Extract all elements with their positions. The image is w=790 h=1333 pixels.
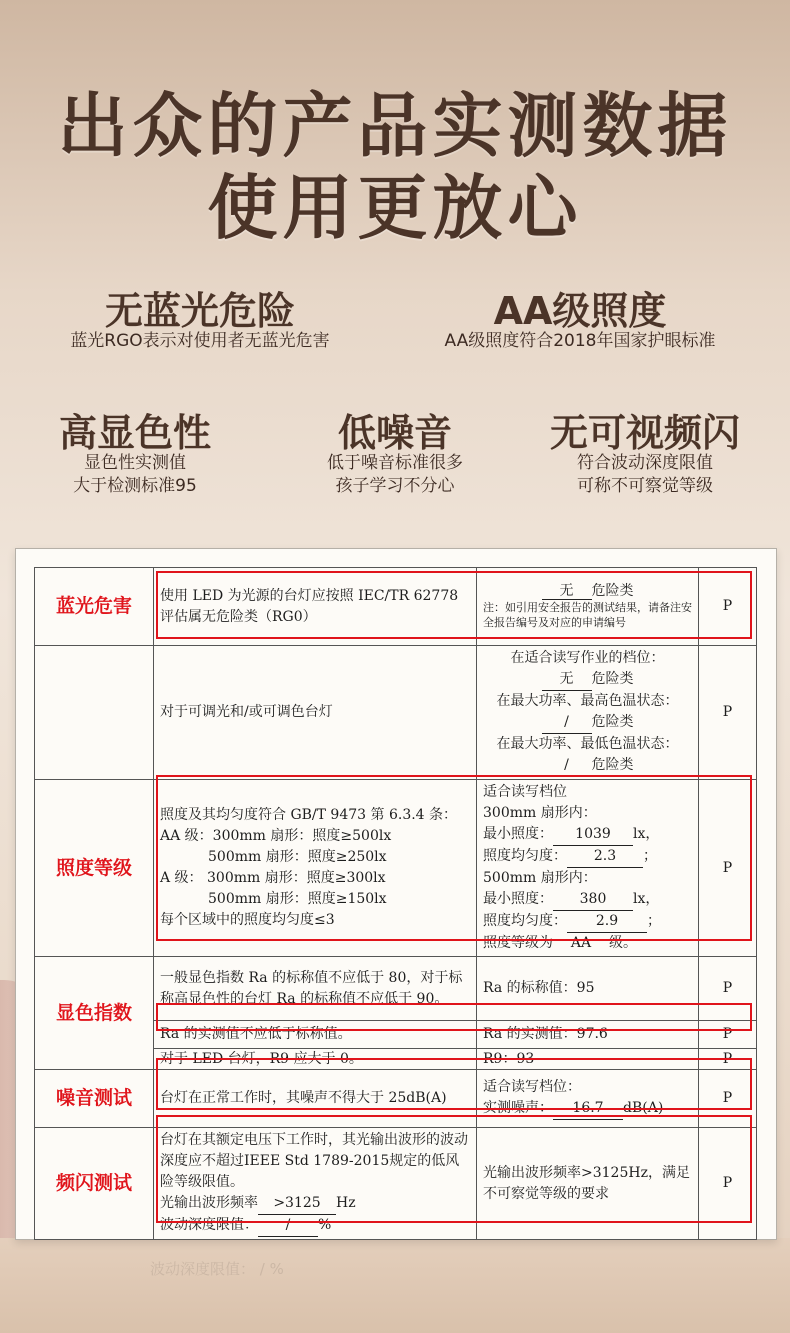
blue-light-class-value: 无 <box>542 584 592 600</box>
flicker-depth-value: / <box>258 1215 318 1237</box>
illum-label-6: 最小照度： <box>483 891 553 907</box>
blue-light-note: 注：如引用安全报告的测试结果，请备注安全报告编号及对应的申请编号 <box>483 600 692 629</box>
headline-line-1: 出众的产品实测数据 <box>57 85 733 167</box>
table-row <box>35 568 757 646</box>
feature-4-desc-line-1: 低于噪音标准很多 <box>327 453 463 473</box>
illum-req-line-2: AA 级：300mm 扇形：照度≥500lx <box>160 828 392 844</box>
table-row <box>35 780 757 957</box>
label-blue-light: 蓝光危害 <box>35 568 154 646</box>
blue-light-class-suffix: 危险类 <box>591 582 634 599</box>
flicker-requirement <box>154 1128 477 1240</box>
label-illuminance: 照度等级 <box>35 780 154 957</box>
illum-label-4: 照度均匀度： <box>483 848 567 864</box>
dimmable-line-2: 在最大功率、最高色温状态： <box>496 693 679 709</box>
feature-4-title: 低噪音 <box>337 411 452 455</box>
cri-measured-value: Ra 的实测值：97.6 <box>477 1021 699 1049</box>
dimmable-suffix-3: 危险类 <box>591 757 634 773</box>
label-cri: 显色指数 <box>35 957 154 1070</box>
noise-unit: dB(A) <box>623 1100 664 1116</box>
feature-5-desc <box>530 452 760 498</box>
result-cell: P <box>699 568 757 646</box>
dimmable-value-1: 无 <box>542 669 592 691</box>
dimmable-value-3: / <box>542 755 592 777</box>
illuminance-measurement <box>477 780 699 957</box>
feature-1-title: 无蓝光危险 <box>104 289 295 333</box>
flicker-req-text: 台灯在其额定电压下工作时，其光输出波形的波动深度应不超过IEEE Std 1789-2015规定的低风险等级限值。 <box>160 1132 468 1190</box>
feature-3-desc-line-1: 显色性实测值 <box>84 453 186 473</box>
noise-line-1: 适合读写档位： <box>483 1079 581 1095</box>
table-row <box>35 957 757 1021</box>
feature-1-desc: 蓝光RGO表示对使用者无蓝光危害 <box>70 331 330 351</box>
feature-2-title: AA级照度 <box>493 289 667 333</box>
feature-4-desc-line-2: 孩子学习不分心 <box>335 476 455 496</box>
result-cell: P <box>699 646 757 780</box>
headline-line-2: 使用更放心 <box>207 167 583 249</box>
illum-req-line-1: 照度及其均匀度符合 GB/T 9473 第 6.3.4 条： <box>160 807 458 823</box>
result-cell: P <box>699 780 757 957</box>
dimmable-suffix-1: 危险类 <box>591 671 634 687</box>
illum-uniform-500-value: 2.9 <box>567 911 647 933</box>
dimmable-line-3: 在最大功率、最低色温状态： <box>496 736 679 752</box>
background-surface <box>0 1238 790 1333</box>
illum-unit-3: lx， <box>633 826 660 842</box>
illum-unit-4: ； <box>643 848 657 864</box>
dimmable-requirement: 对于可调光和/或可调色台灯 <box>154 646 477 780</box>
feature-5-title: 无可视频闪 <box>549 411 740 455</box>
illum-req-line-6: 每个区域中的照度均匀度≤3 <box>160 912 335 928</box>
illum-label-3: 最小照度： <box>483 826 553 842</box>
reflection-text: 波动深度限值： / % <box>150 1260 284 1278</box>
illum-unit-8: 级。 <box>609 935 637 951</box>
r9-value: R9：93 <box>477 1049 699 1070</box>
feature-3-desc <box>20 452 250 498</box>
flicker-depth-unit: % <box>318 1217 332 1233</box>
flicker-freq-value: >3125 <box>258 1193 336 1215</box>
label-noise: 噪音测试 <box>35 1070 154 1128</box>
feature-2-desc: AA级照度符合2018年国家护眼标准 <box>444 331 716 351</box>
r9-requirement: 对于 LED 台灯，R9 应大于 0。 <box>154 1049 477 1070</box>
blue-light-requirement: 使用 LED 为光源的台灯应按照 IEC/TR 62778 评估属无危险类（RG0） <box>154 568 477 646</box>
table-row <box>35 646 757 780</box>
result-cell: P <box>699 1049 757 1070</box>
illum-line-5: 500mm 扇形内： <box>483 870 597 886</box>
flicker-result-text: 光输出波形频率>3125Hz，满足不可察觉等级的要求 <box>477 1128 699 1240</box>
illum-label-7: 照度均匀度： <box>483 913 567 929</box>
blue-light-measurement <box>477 568 699 646</box>
result-cell: P <box>699 1021 757 1049</box>
illum-uniform-300-value: 2.3 <box>567 846 643 868</box>
illum-line-1: 适合读写档位 <box>483 784 567 800</box>
illum-unit-6: lx， <box>633 891 660 907</box>
table-row <box>35 1070 757 1128</box>
noise-value: 16.7 <box>553 1098 623 1120</box>
cri-nominal-requirement: 一般显色指数 Ra 的标称值不应低于 80，对于标称高显色性的台灯 Ra 的标称值不应低于 90。 <box>154 957 477 1021</box>
cri-nominal-value: Ra 的标称值：95 <box>477 957 699 1021</box>
feature-3-desc-line-2: 大于检测标准95 <box>73 476 197 496</box>
illuminance-requirement <box>154 780 477 957</box>
illum-req-line-3: 500mm 扇形：照度≥250lx <box>208 849 387 865</box>
illum-line-2: 300mm 扇形内： <box>483 805 597 821</box>
dimmable-measurement <box>477 646 699 780</box>
noise-measurement <box>477 1070 699 1128</box>
feature-4-desc <box>280 452 510 498</box>
test-report-table <box>34 567 757 1240</box>
dimmable-line-1: 在适合读写作业的档位： <box>510 650 665 666</box>
feature-5-desc-line-2: 可称不可察觉等级 <box>577 476 713 496</box>
result-cell: P <box>699 1070 757 1128</box>
cri-measured-requirement: Ra 的实测值不应低于标称值。 <box>154 1021 477 1049</box>
illum-label-8: 照度等级为 <box>483 935 553 951</box>
test-report-sheet <box>15 548 777 1240</box>
feature-3-title: 高显色性 <box>58 411 211 455</box>
noise-requirement: 台灯在正常工作时，其噪声不得大于 25dB(A) <box>154 1070 477 1128</box>
flicker-freq-unit: Hz <box>336 1195 356 1211</box>
flicker-freq-label: 光输出波形频率 <box>160 1195 258 1211</box>
noise-label: 实测噪声： <box>483 1100 553 1116</box>
result-cell: P <box>699 1128 757 1240</box>
flicker-depth-label: 波动深度限值： <box>160 1217 258 1233</box>
illum-unit-7: ； <box>647 913 661 929</box>
table-row <box>35 1128 757 1240</box>
empty-label-cell <box>35 646 154 780</box>
illum-grade-value: AA <box>570 935 592 951</box>
result-cell: P <box>699 957 757 1021</box>
illum-req-line-5: 500mm 扇形：照度≥150lx <box>208 891 387 907</box>
dimmable-value-2: / <box>542 712 592 734</box>
label-flicker: 频闪测试 <box>35 1128 154 1240</box>
illum-min-500-value: 380 <box>553 889 633 911</box>
illum-req-line-4: A 级： 300mm 扇形：照度≥300lx <box>160 870 386 886</box>
feature-5-desc-line-1: 符合波动深度限值 <box>577 453 713 473</box>
illum-min-300-value: 1039 <box>553 824 633 846</box>
dimmable-suffix-2: 危险类 <box>591 714 634 730</box>
